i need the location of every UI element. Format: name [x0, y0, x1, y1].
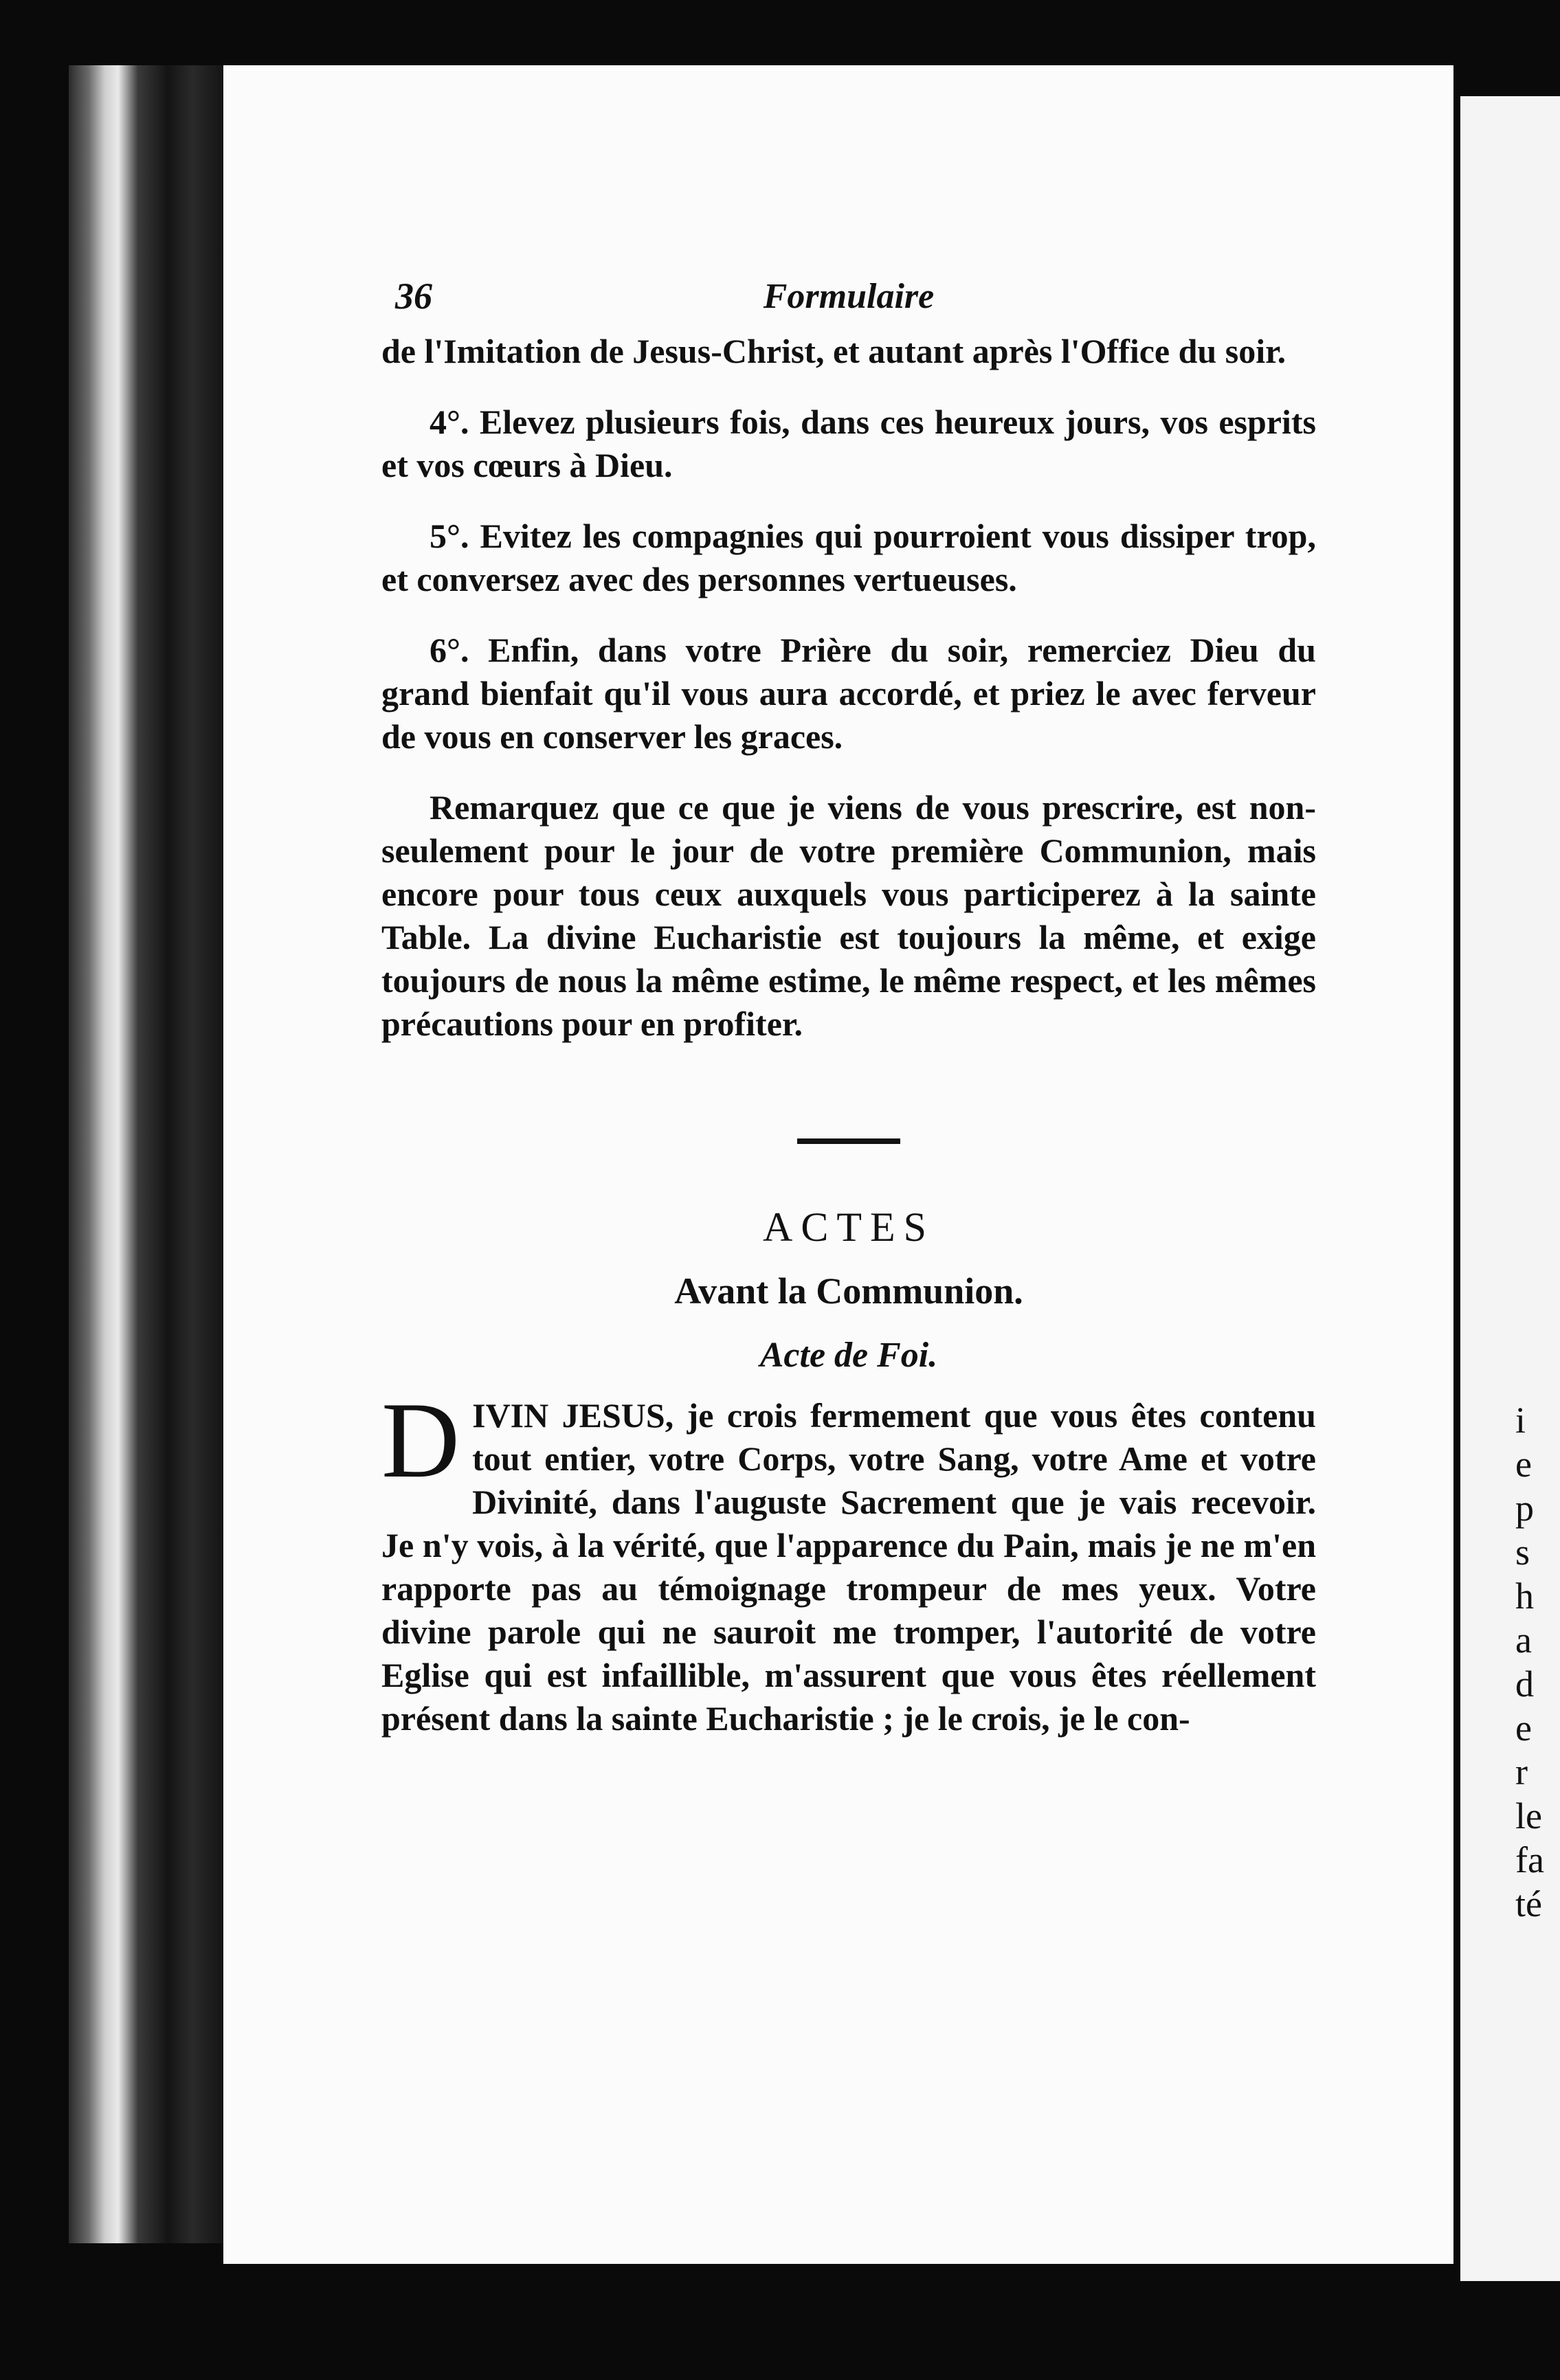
section-subtitle: Avant la Communion. [674, 1270, 1023, 1312]
remark-paragraph: Remarquez que ce que je viens de vous prescrire, est non-seulement pour le jour de votre première Communion, mais encore pour tous ceux auxquels vous participerez à la sainte Table. La divine Eucharistie est toujours la même, et exige toujours de nous la même estime, le même respect, et les mêmes précautions pour en profiter. [381, 788, 1316, 1043]
facing-letter: fa [1515, 1839, 1544, 1881]
act-title: Acte de Foi. [759, 1336, 938, 1375]
facing-letter: té [1515, 1883, 1542, 1924]
facing-letter: r [1515, 1751, 1528, 1793]
facing-letter: p [1515, 1488, 1534, 1529]
section-title: ACTES [762, 1204, 935, 1250]
instruction-4: 4°. Elevez plusieurs fois, dans ces heureux jours, vos esprits et vos cœurs à Dieu. [381, 403, 1316, 484]
page-header [381, 275, 1316, 330]
facing-letter: d [1515, 1663, 1534, 1705]
facing-letter: s [1515, 1531, 1530, 1573]
facing-letter: e [1515, 1444, 1532, 1485]
instruction-5: 5°. Evitez les compagnies qui pourroient vous dissiper trop, et conversez avec des personnes vertueuses. [381, 517, 1316, 598]
facing-letter: h [1515, 1575, 1534, 1617]
section-divider [797, 1138, 900, 1144]
facing-page-letters [1515, 1398, 1557, 1926]
facing-letter: le [1515, 1795, 1542, 1837]
facing-letter: i [1515, 1400, 1526, 1441]
facing-letter: a [1515, 1619, 1532, 1661]
prayer-first-words: IVIN JESUS, [472, 1396, 674, 1435]
facing-page [1460, 96, 1560, 2281]
prayer-text: je crois fermement que vous êtes contenu tout entier, votre Corps, votre Sang, votre Ame et votre Divinité, dans l'auguste Sacrement que je vais recevoir. Je n'y vois, à la vérité, que l'apparence du Pain, mais je ne m'en rapporte pas au témoignage trompeur de mes yeux. Votre divine parole qui ne sauroit me tromper, l'autorité de votre Eglise qui est infaillible, m'assurent que vous êtes réellement présent dans la sainte Eucharistie ; je le crois, je le con- [381, 1396, 1316, 1738]
instruction-6: 6°. Enfin, dans votre Prière du soir, remerciez Dieu du grand bienfait qu'il vous aura accordé, et priez le avec ferveur de vous en conserver les graces. [381, 631, 1316, 756]
page-number: 36 [395, 276, 432, 317]
drop-cap: D [381, 1380, 460, 1501]
book-page-edges [69, 65, 234, 2243]
continuation-paragraph: de l'Imitation de Jesus-Christ, et autant après l'Office du soir. [381, 332, 1286, 370]
prayer-paragraph [381, 1380, 1316, 1740]
page-text [381, 275, 1316, 1740]
running-title: Formulaire [763, 277, 935, 316]
facing-letter: e [1515, 1707, 1532, 1749]
